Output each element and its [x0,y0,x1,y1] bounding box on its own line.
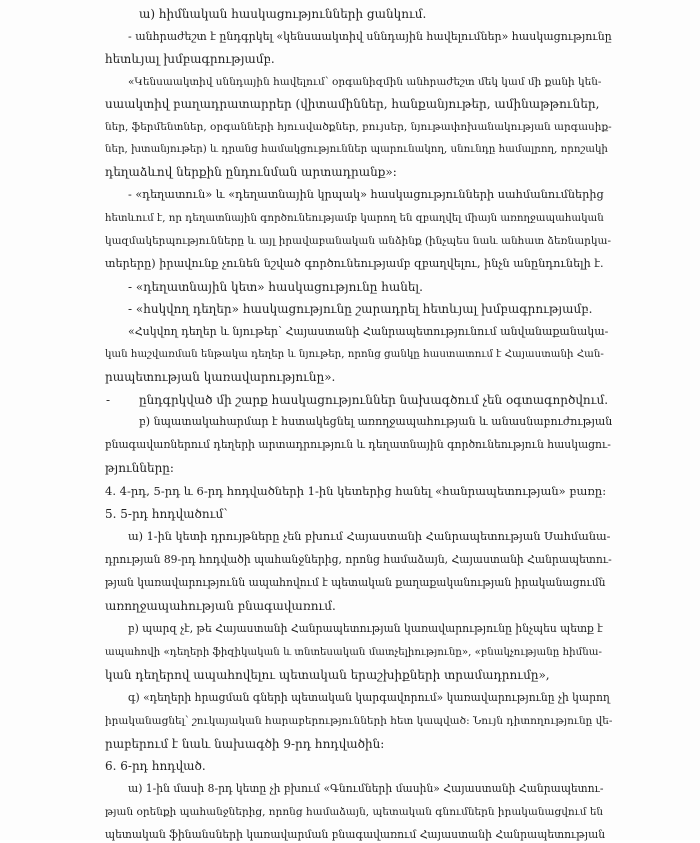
text-line: կան դեղերով ապահովելու պետական երաշխիքների տրամադրումը», [105,668,550,682]
text-line: առողջապահության բնագավառում. [105,599,336,613]
text-line: ա) հիմնական հասկացությունների ցանկում. [139,7,427,21]
text-line: րաբերում է նաև նախագծի 9-րդ հոդվածին: [105,737,385,751]
text-line: հետևյալ խմբագրությամբ. [105,52,275,66]
text-line: - «դեղատնային կետ» հասկացությունը հանել. [128,280,423,294]
text-line: «Կենսաակտիվ սննդային հավելում՝ օրգանիզմին անհրաժեշտ մեկ կամ մի քանի կեն- [128,76,602,88]
text-line: դեղաձևով ներքին ընդունման արտադրանք»։ [105,165,397,179]
text-line: 5. 5-րդ հոդվածում՝ [105,507,228,521]
text-line: թյան օրենքի պահանջներից, որոնց համաձայն, պետական գնումներն իրականացվում են [105,806,604,818]
text-line: իրականացնել՝ շուկայական հարաբերությունների հետ կապված: Նույն դիտողությունը վե- [105,715,613,727]
list-dash: - [106,393,111,407]
text-line: կազմակերպությունները և այլ իրավաբանական անձինք (ինչպես նաև անհատ ձեռնարկա- [105,235,612,247]
text-line: ներ, ֆերմենտներ, օրգանների հյուսվածքներ, բույսեր, նյութափոխանակության արգասիք- [105,121,612,133]
text-line: թյունները: [105,461,174,475]
text-line: տերերը) իրավունք չունեն նշված գործունեությամբ զբաղվելու, ինչն անընդունելի է. [105,257,604,270]
text-line: 6. 6-րդ հոդված. [105,759,206,773]
text-line: դրության 89-րդ հոդվածի պահանջներից, որոնց համաձայն, Հայաստանի Հանրապետու- [105,553,612,566]
text-line: ապահովի «դեղերի ֆիզիկական և տնտեսական մատչելիությունը», «բնակչությանը հիմնա- [105,646,602,658]
text-line: ա) 1-ին կետի դրույթները չեն բխում Հայաստանի Հանրապետության Սահմանա- [128,530,611,543]
text-line: սաակտիվ բաղադրատարրեր (վիտամիններ, հանքանյութեր, ամինաթթուներ, [105,97,600,111]
text-line: ներ, խտանյութեր) և դրանց համակցություններ պարունակող, սնունդը համալրող, որոշակի [105,143,608,155]
text-line: թյան կառավարությունն ապահովում է պետական քաղաքականության իրականացումն [105,576,606,589]
text-line: «Հսկվող դեղեր և նյութեր՝ Հայաստանի Հանրապետությունում անվանաքանակա- [128,325,609,338]
text-line: գ) «դեղերի հրացման գների պետական կարգավորում» կառավարությունը չի կարող [128,691,610,704]
text-line: - «դեղատուն» և «դեղատնային կրպակ» հասկացությունների սահմանումներից [128,188,604,201]
text-line: պետական ֆինանսների կառավարման բնագավառում Հայաստանի Հանրապետության [105,828,606,841]
text-line: ա) 1-ին մասի 8-րդ կետը չի բխում «Գնումների մասին» Հայաստանի Հանրապետու- [128,782,604,795]
text-line: բ) նպատակահարմար է հստակեցնել առողջապահության և անասնաբուժության [139,415,613,428]
text-line: - անհրաժեշտ է ընդգրկել «կենսաակտիվ սննդային հավելումներ» հասկացությունը [128,30,612,43]
text-line: ընդգրկված մի շարք հասկացություններ նախագծում չեն օգտագործվում. [139,393,609,407]
text-line: կան հաշվառման ենթակա դեղեր և նյութեր, որոնց ցանկը հաստատում է Հայաստանի Հան- [105,348,604,360]
text-line: 4. 4-րդ, 5-րդ և 6-րդ հոդվածների 1-ին կետերից հանել «հանրապետության» բառը: [105,484,607,498]
text-line: րապետության կառավարությունը». [105,370,336,384]
text-line: բ) պարզ չէ, թե Հայաստանի Հանրապետության կառավարությունը ինչպես պետք է [128,622,603,635]
text-line: - «հսկվող դեղեր» հասկացությունը շարադրել հետևյալ խմբագրությամբ. [128,302,593,316]
text-line: բնագավառներում դեղերի արտադրություն և դեղատնային գործունեություն հասկացու- [105,438,611,451]
text-line: հետևում է, որ դեղատնային գործունեությամբ կարող են զբաղվել միայն առողջապահական [105,212,604,224]
